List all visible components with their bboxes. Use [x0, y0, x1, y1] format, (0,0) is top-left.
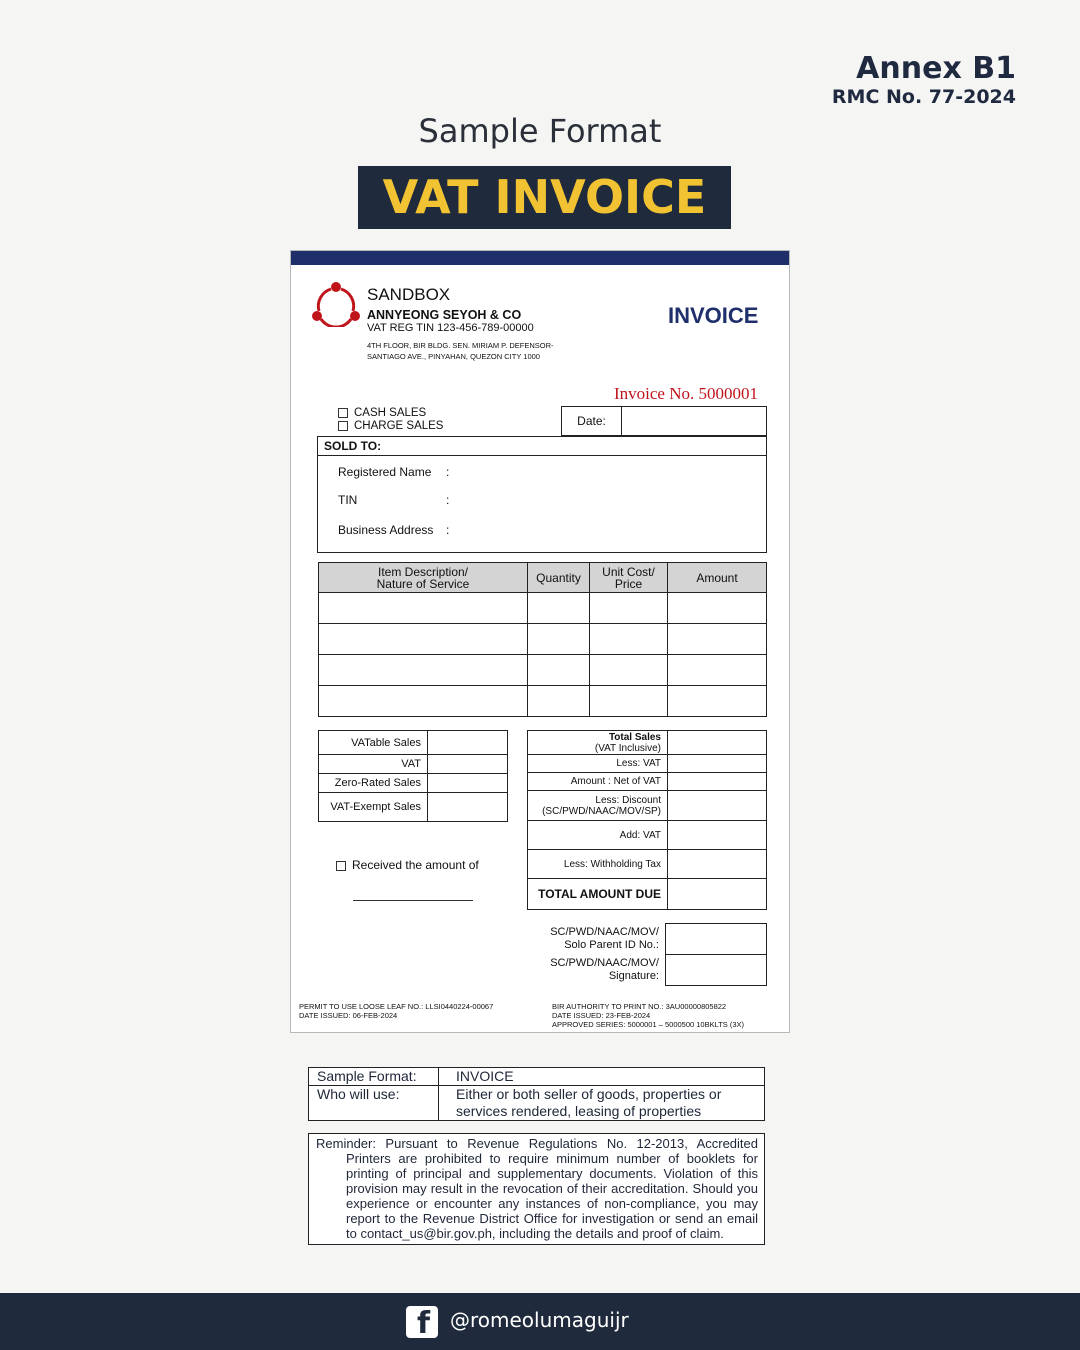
sample-format-heading: Sample Format — [418, 112, 662, 150]
vat-reg-tin: VAT REG TIN 123-456-789-00000 — [367, 322, 534, 334]
colon: : — [446, 493, 450, 507]
format-label: Sample Format: — [309, 1068, 439, 1085]
vat-invoice-banner: VAT INVOICE — [358, 166, 731, 229]
table-row — [319, 624, 767, 655]
col-amount: Amount — [668, 563, 767, 593]
invoice-form — [290, 250, 790, 1033]
totals-table — [527, 730, 767, 910]
zero-rated-label: Zero-Rated Sales — [319, 774, 428, 793]
checkbox-icon[interactable] — [338, 421, 348, 431]
colon: : — [446, 465, 450, 479]
address-line-2: SANTIAGO AVE., PINYAHAN, QUEZON CITY 1000 — [367, 352, 540, 361]
date-field[interactable] — [561, 406, 767, 436]
social-handle[interactable]: @romeolumaguijr — [450, 1308, 629, 1332]
cash-sales-option[interactable] — [338, 407, 426, 419]
facebook-icon[interactable]: f — [406, 1306, 438, 1338]
less-discount-label: Less: Discount (SC/PWD/NAAC/MOV/SP) — [528, 791, 668, 821]
received-amount-option[interactable] — [336, 858, 479, 872]
table-row — [319, 655, 767, 686]
registered-name-label: Registered Name — [338, 465, 432, 479]
withholding-tax-label: Less: Withholding Tax — [528, 850, 668, 879]
vat-breakdown-table — [318, 730, 508, 822]
table-row — [319, 593, 767, 624]
col-quantity: Quantity — [528, 563, 590, 593]
items-table — [318, 562, 767, 717]
footer-bar — [0, 1293, 1080, 1350]
sandbox-logo-icon — [311, 281, 361, 327]
business-address-label: Business Address — [338, 523, 434, 537]
address-line-1: 4TH FLOOR, BIR BLDG. SEN. MIRIAM P. DEFENSOR- — [367, 341, 554, 350]
checkbox-icon[interactable] — [336, 861, 346, 871]
checkbox-icon[interactable] — [338, 408, 348, 418]
vatable-sales-label: VATable Sales — [319, 731, 428, 755]
add-vat-label: Add: VAT — [528, 821, 668, 850]
bir-authority-info: BIR AUTHORITY TO PRINT NO.: 3AU00000805822 DATE ISSUED: 23-FEB-2024 APPROVED SERIES: 5000001 – 5000500 10BKLTS (3X) — [552, 1002, 745, 1029]
signature-field[interactable] — [666, 955, 767, 986]
brand-name: SANDBOX — [367, 285, 451, 304]
id-signature-table — [527, 923, 767, 986]
format-value: INVOICE — [456, 1068, 514, 1084]
total-amount-due-label: TOTAL AMOUNT DUE — [528, 879, 668, 910]
charge-sales-option[interactable] — [338, 420, 443, 432]
colon: : — [446, 523, 450, 537]
annex-label — [832, 52, 1016, 108]
sold-to-heading: SOLD TO: — [318, 437, 766, 456]
cash-sales-label: CASH SALES — [354, 407, 427, 419]
col-unit-cost: Unit Cost/ Price — [590, 563, 668, 593]
who-value: Either or both seller of goods, properties or services rendered, leasing of properties — [456, 1086, 722, 1119]
received-amount-line[interactable] — [353, 900, 473, 901]
sold-to-section — [317, 436, 767, 553]
id-number-field[interactable] — [666, 924, 767, 955]
form-top-bar — [291, 251, 789, 265]
vat-label: VAT — [319, 755, 428, 774]
total-sales-label: Total Sales (VAT Inclusive) — [528, 731, 668, 755]
signature-label: SC/PWD/NAAC/MOV/ Signature: — [550, 957, 659, 982]
usage-info-table — [308, 1067, 765, 1121]
annex-title: Annex B1 — [856, 51, 1016, 86]
company-name: ANNYEONG SEYOH & CO — [367, 308, 522, 322]
col-description: Item Description/ Nature of Service — [319, 563, 528, 593]
invoice-title: INVOICE — [668, 303, 759, 328]
table-row — [319, 686, 767, 717]
annex-subtitle: RMC No. 77-2024 — [831, 86, 1016, 108]
date-label: Date: — [562, 407, 622, 435]
reminder-text: Reminder: Pursuant to Revenue Regulations No. 12-2013, Accredited Printers are prohibited to require minimum number of booklets for printing of principal and supplementary documents. Violation of this provision may result in the revocation of their accreditation. Should you experience or encounter any instances of non-compliance, you may report to the Revenue District Office for investigation or send an email to contact_us@bir.gov.ph, including the details and proof of claim. — [316, 1136, 758, 1241]
received-amount-label: Received the amount of — [352, 858, 479, 872]
who-label: Who will use: — [309, 1086, 439, 1120]
tin-label: TIN — [338, 493, 358, 507]
id-number-label: SC/PWD/NAAC/MOV/ Solo Parent ID No.: — [550, 926, 659, 951]
charge-sales-label: CHARGE SALES — [354, 420, 444, 432]
less-vat-label: Less: VAT — [528, 755, 668, 773]
invoice-number: Invoice No. 5000001 — [614, 384, 759, 403]
vat-exempt-label: VAT-Exempt Sales — [319, 793, 428, 822]
company-address — [367, 340, 597, 362]
reminder-box — [308, 1133, 765, 1245]
permit-info: PERMIT TO USE LOOSE LEAF NO.: LLSI0440224-00067 DATE ISSUED: 06-FEB-2024 — [299, 1002, 494, 1020]
items-header-row — [319, 563, 767, 593]
net-of-vat-label: Amount : Net of VAT — [528, 773, 668, 791]
